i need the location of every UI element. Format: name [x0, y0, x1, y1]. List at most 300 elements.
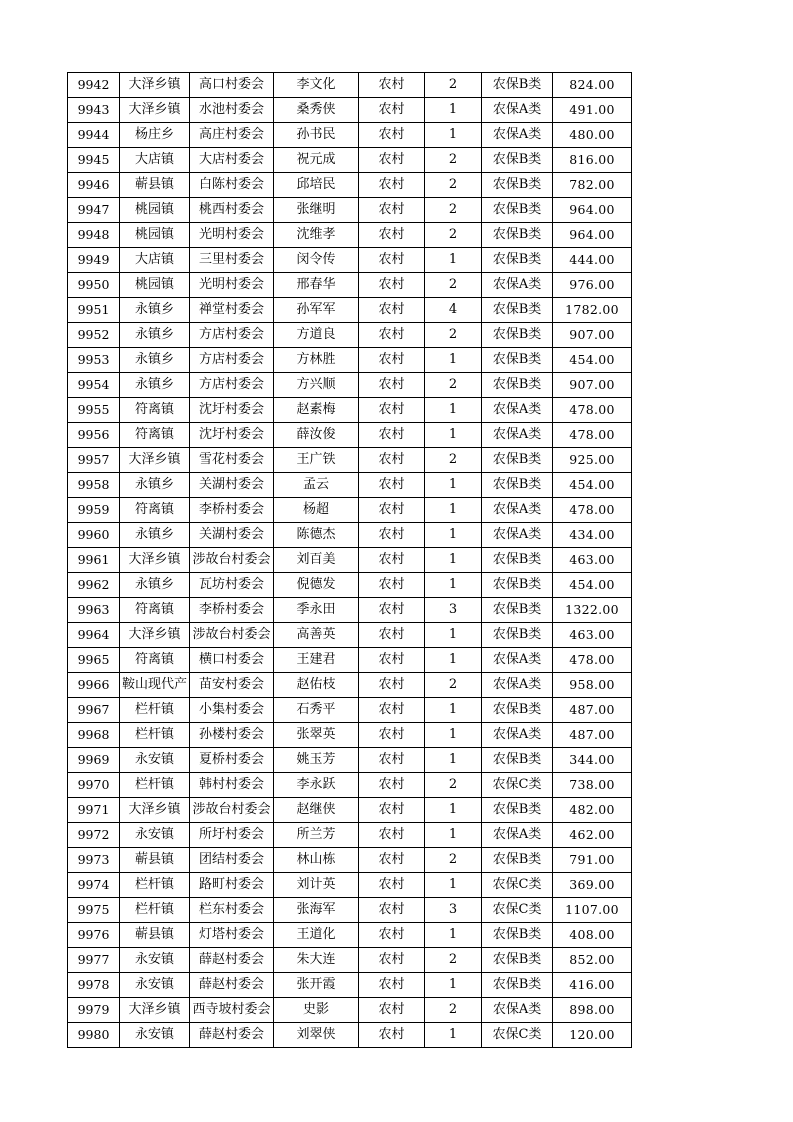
person-name-cell: 闵令传 — [274, 248, 359, 273]
member-count-cell: 2 — [425, 373, 482, 398]
insurance-category-cell: 农保A类 — [482, 423, 553, 448]
amount-cell: 478.00 — [553, 498, 632, 523]
household-type-cell: 农村 — [359, 948, 425, 973]
table-row — [68, 273, 632, 298]
village-committee-cell: 韩村村委会 — [190, 773, 274, 798]
village-committee-cell: 关湖村委会 — [190, 473, 274, 498]
insurance-category-cell: 农保A类 — [482, 998, 553, 1023]
insurance-category-cell: 农保B类 — [482, 573, 553, 598]
table-row — [68, 523, 632, 548]
table-row — [68, 598, 632, 623]
member-count-cell: 1 — [425, 473, 482, 498]
amount-cell: 964.00 — [553, 198, 632, 223]
person-name-cell: 方兴顺 — [274, 373, 359, 398]
amount-cell: 907.00 — [553, 323, 632, 348]
household-type-cell: 农村 — [359, 298, 425, 323]
person-name-cell: 赵素梅 — [274, 398, 359, 423]
person-name-cell: 高善英 — [274, 623, 359, 648]
village-committee-cell: 白陈村委会 — [190, 173, 274, 198]
amount-cell: 976.00 — [553, 273, 632, 298]
table-row — [68, 923, 632, 948]
amount-cell: 925.00 — [553, 448, 632, 473]
household-type-cell: 农村 — [359, 398, 425, 423]
member-count-cell: 2 — [425, 448, 482, 473]
household-type-cell: 农村 — [359, 698, 425, 723]
table-row — [68, 198, 632, 223]
record-id-cell: 9959 — [68, 498, 120, 523]
insurance-category-cell: 农保B类 — [482, 473, 553, 498]
town-cell: 栏杆镇 — [120, 723, 190, 748]
record-id-cell: 9960 — [68, 523, 120, 548]
record-id-cell: 9947 — [68, 198, 120, 223]
household-type-cell: 农村 — [359, 573, 425, 598]
person-name-cell: 姚玉芳 — [274, 748, 359, 773]
village-committee-cell: 桃西村委会 — [190, 198, 274, 223]
member-count-cell: 1 — [425, 923, 482, 948]
record-id-cell: 9945 — [68, 148, 120, 173]
member-count-cell: 3 — [425, 598, 482, 623]
insurance-category-cell: 农保C类 — [482, 898, 553, 923]
town-cell: 永镇乡 — [120, 348, 190, 373]
person-name-cell: 赵继侠 — [274, 798, 359, 823]
table-row — [68, 1023, 632, 1048]
town-cell: 桃园镇 — [120, 223, 190, 248]
household-type-cell: 农村 — [359, 898, 425, 923]
town-cell: 永安镇 — [120, 823, 190, 848]
insurance-category-cell: 农保A类 — [482, 398, 553, 423]
village-committee-cell: 高庄村委会 — [190, 123, 274, 148]
insurance-category-cell: 农保B类 — [482, 223, 553, 248]
insurance-category-cell: 农保A类 — [482, 523, 553, 548]
amount-cell: 816.00 — [553, 148, 632, 173]
town-cell: 永镇乡 — [120, 373, 190, 398]
amount-cell: 120.00 — [553, 1023, 632, 1048]
town-cell: 大泽乡镇 — [120, 548, 190, 573]
record-id-cell: 9965 — [68, 648, 120, 673]
insurance-category-cell: 农保B类 — [482, 173, 553, 198]
town-cell: 栏杆镇 — [120, 873, 190, 898]
person-name-cell: 朱大连 — [274, 948, 359, 973]
record-id-cell: 9958 — [68, 473, 120, 498]
amount-cell: 491.00 — [553, 98, 632, 123]
record-id-cell: 9952 — [68, 323, 120, 348]
table-row — [68, 623, 632, 648]
person-name-cell: 刘翠侠 — [274, 1023, 359, 1048]
village-committee-cell: 大店村委会 — [190, 148, 274, 173]
amount-cell: 454.00 — [553, 473, 632, 498]
town-cell: 永镇乡 — [120, 298, 190, 323]
insurance-category-cell: 农保B类 — [482, 373, 553, 398]
household-type-cell: 农村 — [359, 848, 425, 873]
village-committee-cell: 横口村委会 — [190, 648, 274, 673]
household-type-cell: 农村 — [359, 773, 425, 798]
amount-cell: 907.00 — [553, 373, 632, 398]
town-cell: 大泽乡镇 — [120, 623, 190, 648]
household-type-cell: 农村 — [359, 648, 425, 673]
village-committee-cell: 关湖村委会 — [190, 523, 274, 548]
person-name-cell: 王建君 — [274, 648, 359, 673]
table-row — [68, 248, 632, 273]
household-type-cell: 农村 — [359, 873, 425, 898]
table-row — [68, 398, 632, 423]
member-count-cell: 2 — [425, 223, 482, 248]
record-id-cell: 9956 — [68, 423, 120, 448]
household-type-cell: 农村 — [359, 123, 425, 148]
amount-cell: 482.00 — [553, 798, 632, 823]
amount-cell: 958.00 — [553, 673, 632, 698]
town-cell: 大泽乡镇 — [120, 798, 190, 823]
household-type-cell: 农村 — [359, 1023, 425, 1048]
town-cell: 符离镇 — [120, 598, 190, 623]
record-id-cell: 9974 — [68, 873, 120, 898]
insurance-category-cell: 农保C类 — [482, 873, 553, 898]
person-name-cell: 杨超 — [274, 498, 359, 523]
member-count-cell: 3 — [425, 898, 482, 923]
person-name-cell: 季永田 — [274, 598, 359, 623]
person-name-cell: 孙军军 — [274, 298, 359, 323]
member-count-cell: 2 — [425, 948, 482, 973]
village-committee-cell: 光明村委会 — [190, 223, 274, 248]
person-name-cell: 王道化 — [274, 923, 359, 948]
table-row — [68, 998, 632, 1023]
record-id-cell: 9944 — [68, 123, 120, 148]
record-id-cell: 9967 — [68, 698, 120, 723]
town-cell: 永安镇 — [120, 1023, 190, 1048]
household-type-cell: 农村 — [359, 998, 425, 1023]
record-id-cell: 9972 — [68, 823, 120, 848]
record-id-cell: 9954 — [68, 373, 120, 398]
person-name-cell: 邱培民 — [274, 173, 359, 198]
insurance-category-cell: 农保C类 — [482, 1023, 553, 1048]
village-committee-cell: 孙楼村委会 — [190, 723, 274, 748]
amount-cell: 824.00 — [553, 73, 632, 98]
town-cell: 永镇乡 — [120, 573, 190, 598]
amount-cell: 964.00 — [553, 223, 632, 248]
table-row — [68, 773, 632, 798]
record-id-cell: 9964 — [68, 623, 120, 648]
record-id-cell: 9970 — [68, 773, 120, 798]
amount-cell: 463.00 — [553, 548, 632, 573]
insurance-category-cell: 农保B类 — [482, 448, 553, 473]
amount-cell: 1107.00 — [553, 898, 632, 923]
village-committee-cell: 薛赵村委会 — [190, 1023, 274, 1048]
person-name-cell: 王广铁 — [274, 448, 359, 473]
town-cell: 桃园镇 — [120, 273, 190, 298]
member-count-cell: 1 — [425, 523, 482, 548]
table-row — [68, 98, 632, 123]
town-cell: 永安镇 — [120, 948, 190, 973]
record-id-cell: 9942 — [68, 73, 120, 98]
member-count-cell: 1 — [425, 548, 482, 573]
table-row — [68, 673, 632, 698]
record-id-cell: 9946 — [68, 173, 120, 198]
member-count-cell: 1 — [425, 748, 482, 773]
member-count-cell: 2 — [425, 773, 482, 798]
table-row — [68, 123, 632, 148]
amount-cell: 898.00 — [553, 998, 632, 1023]
town-cell: 符离镇 — [120, 498, 190, 523]
member-count-cell: 1 — [425, 723, 482, 748]
amount-cell: 791.00 — [553, 848, 632, 873]
member-count-cell: 2 — [425, 73, 482, 98]
person-name-cell: 桑秀侠 — [274, 98, 359, 123]
table-row — [68, 948, 632, 973]
person-name-cell: 刘百美 — [274, 548, 359, 573]
household-type-cell: 农村 — [359, 448, 425, 473]
insurance-category-cell: 农保A类 — [482, 723, 553, 748]
record-id-cell: 9968 — [68, 723, 120, 748]
amount-cell: 478.00 — [553, 398, 632, 423]
village-committee-cell: 涉故台村委会 — [190, 623, 274, 648]
village-committee-cell: 禅堂村委会 — [190, 298, 274, 323]
table-row — [68, 498, 632, 523]
village-committee-cell: 夏桥村委会 — [190, 748, 274, 773]
amount-cell: 462.00 — [553, 823, 632, 848]
table-row — [68, 298, 632, 323]
member-count-cell: 1 — [425, 623, 482, 648]
amount-cell: 480.00 — [553, 123, 632, 148]
insurance-category-cell: 农保C类 — [482, 773, 553, 798]
record-id-cell: 9950 — [68, 273, 120, 298]
town-cell: 桃园镇 — [120, 198, 190, 223]
household-type-cell: 农村 — [359, 148, 425, 173]
table-row — [68, 748, 632, 773]
member-count-cell: 1 — [425, 423, 482, 448]
amount-cell: 344.00 — [553, 748, 632, 773]
table-row — [68, 348, 632, 373]
person-name-cell: 陈德杰 — [274, 523, 359, 548]
amount-cell: 1782.00 — [553, 298, 632, 323]
table-row — [68, 548, 632, 573]
town-cell: 栏杆镇 — [120, 773, 190, 798]
record-id-cell: 9948 — [68, 223, 120, 248]
table-row — [68, 873, 632, 898]
insurance-category-cell: 农保B类 — [482, 698, 553, 723]
amount-cell: 1322.00 — [553, 598, 632, 623]
table-row — [68, 148, 632, 173]
town-cell: 符离镇 — [120, 423, 190, 448]
person-name-cell: 张翠英 — [274, 723, 359, 748]
person-name-cell: 张开霞 — [274, 973, 359, 998]
town-cell: 永安镇 — [120, 748, 190, 773]
member-count-cell: 1 — [425, 698, 482, 723]
member-count-cell: 1 — [425, 98, 482, 123]
amount-cell: 738.00 — [553, 773, 632, 798]
insurance-category-cell: 农保B类 — [482, 623, 553, 648]
table-row — [68, 698, 632, 723]
member-count-cell: 4 — [425, 298, 482, 323]
amount-cell: 478.00 — [553, 648, 632, 673]
household-type-cell: 农村 — [359, 223, 425, 248]
insurance-category-cell: 农保A类 — [482, 823, 553, 848]
record-id-cell: 9969 — [68, 748, 120, 773]
amount-cell: 454.00 — [553, 573, 632, 598]
insurance-category-cell: 农保A类 — [482, 673, 553, 698]
person-name-cell: 赵佑枝 — [274, 673, 359, 698]
record-id-cell: 9963 — [68, 598, 120, 623]
member-count-cell: 1 — [425, 123, 482, 148]
town-cell: 永镇乡 — [120, 523, 190, 548]
town-cell: 大泽乡镇 — [120, 98, 190, 123]
amount-cell: 369.00 — [553, 873, 632, 898]
table-body — [68, 73, 632, 1048]
insurance-category-cell: 农保B类 — [482, 298, 553, 323]
household-type-cell: 农村 — [359, 548, 425, 573]
village-committee-cell: 薛赵村委会 — [190, 973, 274, 998]
record-id-cell: 9951 — [68, 298, 120, 323]
town-cell: 栏杆镇 — [120, 898, 190, 923]
insurance-category-cell: 农保B类 — [482, 73, 553, 98]
household-type-cell: 农村 — [359, 598, 425, 623]
household-type-cell: 农村 — [359, 798, 425, 823]
member-count-cell: 1 — [425, 348, 482, 373]
amount-cell: 444.00 — [553, 248, 632, 273]
table-row — [68, 223, 632, 248]
insurance-category-cell: 农保A类 — [482, 648, 553, 673]
table-row — [68, 373, 632, 398]
amount-cell: 416.00 — [553, 973, 632, 998]
person-name-cell: 刘计英 — [274, 873, 359, 898]
household-type-cell: 农村 — [359, 248, 425, 273]
household-type-cell: 农村 — [359, 73, 425, 98]
village-committee-cell: 薛赵村委会 — [190, 948, 274, 973]
village-committee-cell: 团结村委会 — [190, 848, 274, 873]
insurance-category-cell: 农保B类 — [482, 348, 553, 373]
town-cell: 大店镇 — [120, 248, 190, 273]
insurance-category-cell: 农保B类 — [482, 548, 553, 573]
record-id-cell: 9975 — [68, 898, 120, 923]
table-row — [68, 898, 632, 923]
table-row — [68, 173, 632, 198]
member-count-cell: 1 — [425, 498, 482, 523]
village-committee-cell: 灯塔村委会 — [190, 923, 274, 948]
amount-cell: 478.00 — [553, 423, 632, 448]
insurance-category-cell: 农保A类 — [482, 273, 553, 298]
town-cell: 大泽乡镇 — [120, 448, 190, 473]
member-count-cell: 1 — [425, 873, 482, 898]
record-id-cell: 9949 — [68, 248, 120, 273]
household-type-cell: 农村 — [359, 198, 425, 223]
village-committee-cell: 水池村委会 — [190, 98, 274, 123]
person-name-cell: 孙书民 — [274, 123, 359, 148]
member-count-cell: 2 — [425, 173, 482, 198]
table-row — [68, 973, 632, 998]
village-committee-cell: 方店村委会 — [190, 348, 274, 373]
amount-cell: 852.00 — [553, 948, 632, 973]
member-count-cell: 1 — [425, 973, 482, 998]
data-table — [67, 72, 632, 1048]
person-name-cell: 方林胜 — [274, 348, 359, 373]
table-row — [68, 473, 632, 498]
person-name-cell: 方道良 — [274, 323, 359, 348]
table-row — [68, 573, 632, 598]
person-name-cell: 沈维孝 — [274, 223, 359, 248]
town-cell: 符离镇 — [120, 398, 190, 423]
town-cell: 永镇乡 — [120, 323, 190, 348]
town-cell: 大泽乡镇 — [120, 73, 190, 98]
amount-cell: 487.00 — [553, 698, 632, 723]
insurance-category-cell: 农保B类 — [482, 848, 553, 873]
member-count-cell: 2 — [425, 148, 482, 173]
person-name-cell: 薛汝俊 — [274, 423, 359, 448]
member-count-cell: 1 — [425, 1023, 482, 1048]
amount-cell: 408.00 — [553, 923, 632, 948]
amount-cell: 487.00 — [553, 723, 632, 748]
village-committee-cell: 高口村委会 — [190, 73, 274, 98]
town-cell: 符离镇 — [120, 648, 190, 673]
member-count-cell: 2 — [425, 198, 482, 223]
member-count-cell: 1 — [425, 398, 482, 423]
person-name-cell: 张继明 — [274, 198, 359, 223]
record-id-cell: 9973 — [68, 848, 120, 873]
insurance-category-cell: 农保B类 — [482, 148, 553, 173]
record-id-cell: 9977 — [68, 948, 120, 973]
household-type-cell: 农村 — [359, 273, 425, 298]
household-type-cell: 农村 — [359, 348, 425, 373]
town-cell: 杨庄乡 — [120, 123, 190, 148]
village-committee-cell: 三里村委会 — [190, 248, 274, 273]
town-cell: 鞍山现代产 — [120, 673, 190, 698]
household-type-cell: 农村 — [359, 823, 425, 848]
member-count-cell: 2 — [425, 998, 482, 1023]
member-count-cell: 2 — [425, 273, 482, 298]
person-name-cell: 所兰芳 — [274, 823, 359, 848]
town-cell: 蕲县镇 — [120, 173, 190, 198]
table-row — [68, 448, 632, 473]
table-row — [68, 723, 632, 748]
amount-cell: 434.00 — [553, 523, 632, 548]
village-committee-cell: 所圩村委会 — [190, 823, 274, 848]
insurance-category-cell: 农保A类 — [482, 498, 553, 523]
person-name-cell: 李永跃 — [274, 773, 359, 798]
record-id-cell: 9978 — [68, 973, 120, 998]
insurance-category-cell: 农保B类 — [482, 598, 553, 623]
record-id-cell: 9971 — [68, 798, 120, 823]
household-type-cell: 农村 — [359, 498, 425, 523]
household-type-cell: 农村 — [359, 723, 425, 748]
insurance-category-cell: 农保A类 — [482, 98, 553, 123]
town-cell: 永安镇 — [120, 973, 190, 998]
person-name-cell: 张海军 — [274, 898, 359, 923]
record-id-cell: 9962 — [68, 573, 120, 598]
record-id-cell: 9953 — [68, 348, 120, 373]
village-committee-cell: 小集村委会 — [190, 698, 274, 723]
member-count-cell: 2 — [425, 848, 482, 873]
town-cell: 大店镇 — [120, 148, 190, 173]
insurance-category-cell: 农保B类 — [482, 798, 553, 823]
person-name-cell: 孟云 — [274, 473, 359, 498]
insurance-category-cell: 农保B类 — [482, 748, 553, 773]
person-name-cell: 林山栋 — [274, 848, 359, 873]
household-type-cell: 农村 — [359, 673, 425, 698]
insurance-category-cell: 农保B类 — [482, 923, 553, 948]
household-type-cell: 农村 — [359, 98, 425, 123]
village-committee-cell: 路町村委会 — [190, 873, 274, 898]
record-id-cell: 9957 — [68, 448, 120, 473]
town-cell: 永镇乡 — [120, 473, 190, 498]
person-name-cell: 祝元成 — [274, 148, 359, 173]
household-type-cell: 农村 — [359, 323, 425, 348]
village-committee-cell: 涉故台村委会 — [190, 548, 274, 573]
amount-cell: 454.00 — [553, 348, 632, 373]
village-committee-cell: 栏东村委会 — [190, 898, 274, 923]
table-row — [68, 848, 632, 873]
member-count-cell: 1 — [425, 798, 482, 823]
village-committee-cell: 沈圩村委会 — [190, 423, 274, 448]
table-row — [68, 423, 632, 448]
household-type-cell: 农村 — [359, 373, 425, 398]
member-count-cell: 2 — [425, 323, 482, 348]
